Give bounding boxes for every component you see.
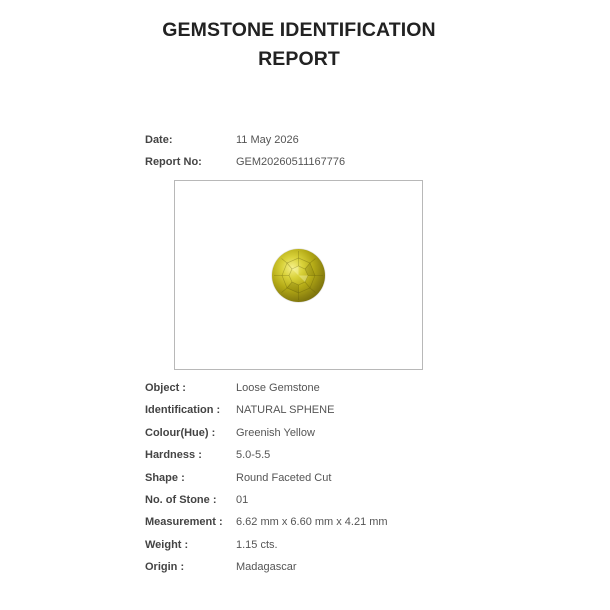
weight-label: Weight :	[145, 539, 189, 551]
hardness-label: Hardness :	[145, 449, 202, 461]
identification-label: Identification :	[145, 404, 221, 416]
gem-facets-graphic	[272, 249, 325, 302]
origin-label: Origin :	[145, 561, 185, 573]
measurement-value: 6.62 mm x 6.60 mm x 4.21 mm	[236, 516, 388, 528]
origin-value: Madagascar	[236, 561, 297, 573]
date-value: 11 May 2026	[236, 134, 299, 146]
object-value: Loose Gemstone	[236, 382, 320, 394]
report-title-line-2: REPORT	[258, 48, 340, 70]
shape-value: Round Faceted Cut	[236, 472, 332, 484]
number-of-stones-value: 01	[236, 494, 249, 506]
report-title-line-1: GEMSTONE IDENTIFICATION	[162, 19, 436, 41]
shape-label: Shape :	[145, 472, 185, 484]
date-label: Date:	[145, 134, 173, 146]
report-number-label: Report No:	[145, 156, 202, 168]
identification-value: NATURAL SPHENE	[236, 404, 335, 416]
object-label: Object :	[145, 382, 186, 394]
weight-value: 1.15 cts.	[236, 539, 278, 551]
hardness-value: 5.0-5.5	[236, 449, 271, 461]
colour-label: Colour(Hue) :	[145, 427, 216, 439]
report-number-value: GEM20260511167776	[236, 156, 346, 168]
number-of-stones-label: No. of Stone :	[145, 494, 217, 506]
measurement-label: Measurement :	[145, 516, 223, 528]
round-faceted-gemstone-photo	[272, 249, 325, 302]
gemstone-photo-frame	[174, 180, 423, 370]
colour-value: Greenish Yellow	[236, 427, 315, 439]
report-title	[0, 16, 598, 74]
